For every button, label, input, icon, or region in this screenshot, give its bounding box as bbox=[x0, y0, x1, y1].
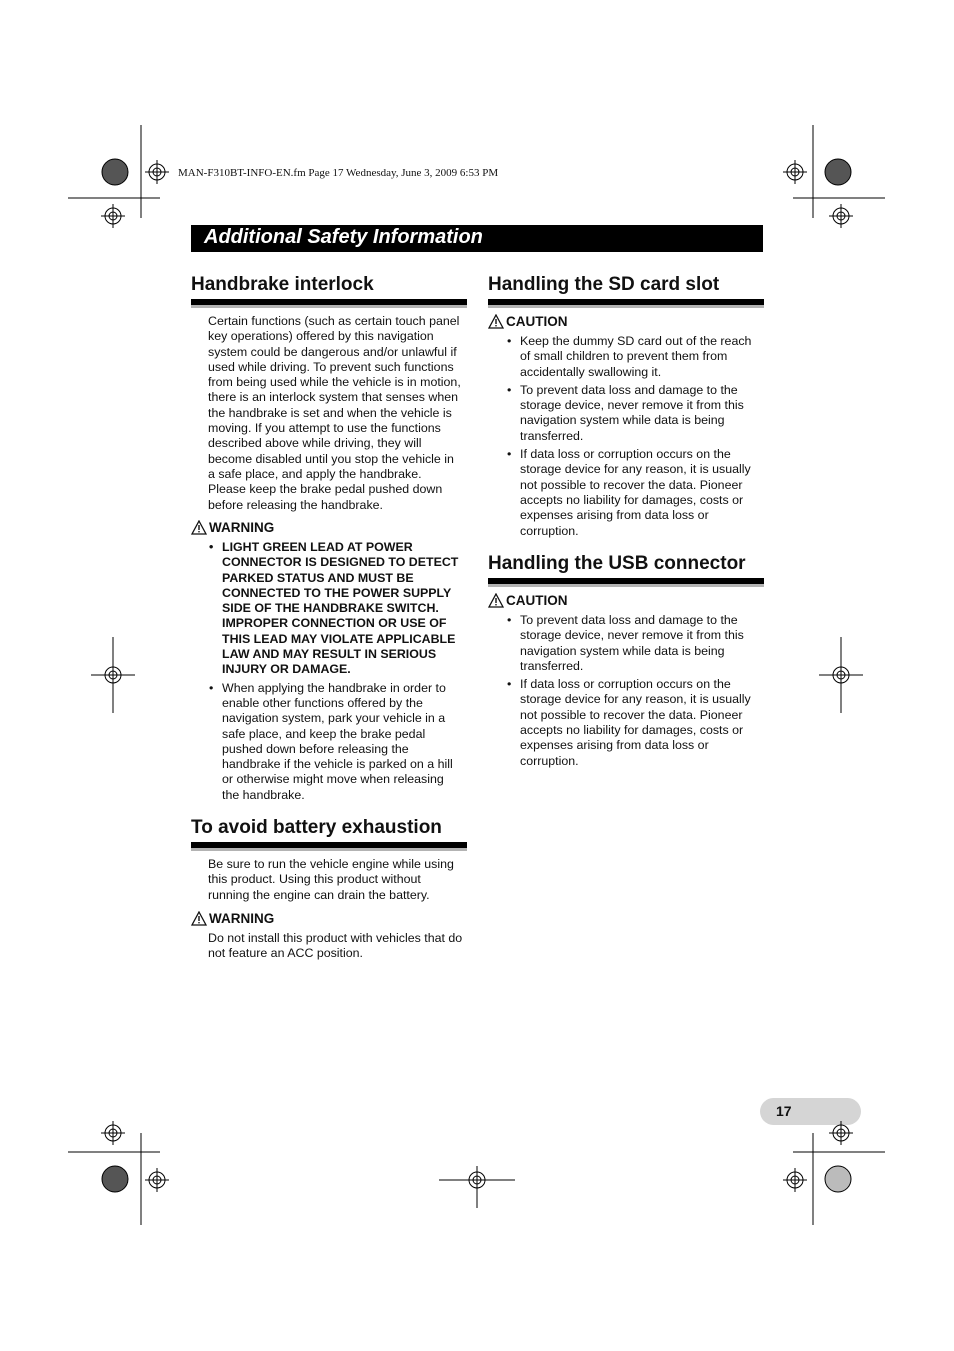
text-line: there is an interlock system that senses when bbox=[208, 390, 458, 405]
text-line: this product. Using this product without bbox=[208, 872, 421, 887]
text-line: from being used while the vehicle is in motion, bbox=[208, 375, 461, 390]
warning-triangle-icon bbox=[191, 520, 207, 535]
heading-rule bbox=[488, 578, 764, 587]
list-item: • To prevent data loss and damage to the storage device, never remove it from this navigation system while data is being transferred. bbox=[506, 383, 768, 444]
handbrake-section bbox=[191, 274, 467, 308]
text-line: Be sure to run the vehicle engine while using bbox=[208, 857, 454, 871]
text-line: Do not install this product with vehicles that do bbox=[208, 931, 463, 945]
battery-heading: To avoid battery exhaustion bbox=[191, 817, 442, 838]
text-line: before releasing the handbrake. bbox=[208, 497, 383, 512]
sd-caution-list bbox=[506, 334, 768, 542]
usb-section bbox=[488, 553, 764, 587]
warning-triangle-icon bbox=[488, 593, 504, 608]
text-line: Certain functions (such as certain touch panel bbox=[208, 314, 460, 328]
list-item: • LIGHT GREEN LEAD AT POWER CONNECTOR IS DESIGNED TO DETECT PARKED STATUS AND MUST BE CONNECTED TO THE POWER SUPPLY SIDE OF THE HANDBRAKE SWITCH. IMPROPER CONNECTION OR USE OF THIS LEAD MAY VIOLATE APPLICABLE LAW AND MAY RESULT IN SERIOUS INJURY OR DAMAGE. bbox=[208, 540, 470, 678]
list-item: • When applying the handbrake in order to enable other functions offered by the navigation system, park your vehicle in a safe place, and keep the brake pedal pushed down before releasing the handbrake if the vehicle is parked on a hill or otherwise might move when releasing the handbrake. bbox=[208, 681, 470, 803]
battery-paragraph bbox=[208, 857, 470, 903]
text-line: moving. If you attempt to use the functions bbox=[208, 421, 441, 436]
sd-heading: Handling the SD card slot bbox=[488, 274, 720, 295]
list-item: • If data loss or corruption occurs on the storage device for any reason, it is usually not possible to recover the data. Pioneer accepts no liability for damages, costs or expenses arising from data loss or corruption. bbox=[506, 447, 768, 539]
text-line: not feature an ACC position. bbox=[208, 946, 363, 961]
text-line: key operations) offered by this navigation bbox=[208, 329, 434, 344]
text-line: running the engine can drain the battery. bbox=[208, 887, 430, 902]
heading-rule bbox=[488, 299, 764, 308]
text-line: a safe place, and apply the handbrake. bbox=[208, 466, 422, 481]
handbrake-paragraph bbox=[208, 314, 470, 513]
section-banner bbox=[191, 225, 763, 252]
sd-section bbox=[488, 274, 764, 308]
battery-warning-label: WARNING bbox=[191, 911, 274, 926]
warning-triangle-icon bbox=[191, 911, 207, 926]
list-item: • If data loss or corruption occurs on the storage device for any reason, it is usually not possible to recover the data. Pioneer accepts no liability for damages, costs or expenses arising from data loss or corruption. bbox=[506, 677, 768, 769]
text-line: system could be dangerous and/or unlawful if bbox=[208, 344, 457, 359]
handbrake-warning-label: WARNING bbox=[191, 520, 274, 535]
list-item: • Keep the dummy SD card out of the reach of small children to prevent them from accidentally swallowing it. bbox=[506, 334, 768, 380]
sd-caution-label: CAUTION bbox=[488, 314, 568, 329]
warning-triangle-icon bbox=[488, 314, 504, 329]
list-item: • To prevent data loss and damage to the storage device, never remove it from this navigation system while data is being transferred. bbox=[506, 613, 768, 674]
page-number: 17 bbox=[776, 1103, 792, 1119]
text-line: used while driving. To prevent such functions bbox=[208, 359, 454, 374]
usb-caution-label: CAUTION bbox=[488, 593, 568, 608]
handbrake-heading: Handbrake interlock bbox=[191, 274, 374, 295]
page-number-tab bbox=[760, 1098, 861, 1125]
battery-section bbox=[191, 817, 467, 851]
heading-rule bbox=[191, 299, 467, 308]
text-line: described above while driving, they will bbox=[208, 436, 422, 451]
text-line: Please keep the brake pedal pushed down bbox=[208, 482, 443, 497]
text-line: become disabled until you stop the vehicle in bbox=[208, 451, 454, 466]
text-line: the handbrake is set and when the vehicle is bbox=[208, 405, 452, 420]
handbrake-warning-list bbox=[208, 540, 470, 806]
battery-warning-text bbox=[208, 931, 470, 962]
heading-rule bbox=[191, 842, 467, 851]
usb-caution-list bbox=[506, 613, 768, 772]
banner-title: Additional Safety Information bbox=[204, 226, 483, 248]
usb-heading: Handling the USB connector bbox=[488, 553, 746, 574]
print-slug: MAN-F310BT-INFO-EN.fm Page 17 Wednesday, June 3, 2009 6:53 PM bbox=[178, 167, 499, 179]
